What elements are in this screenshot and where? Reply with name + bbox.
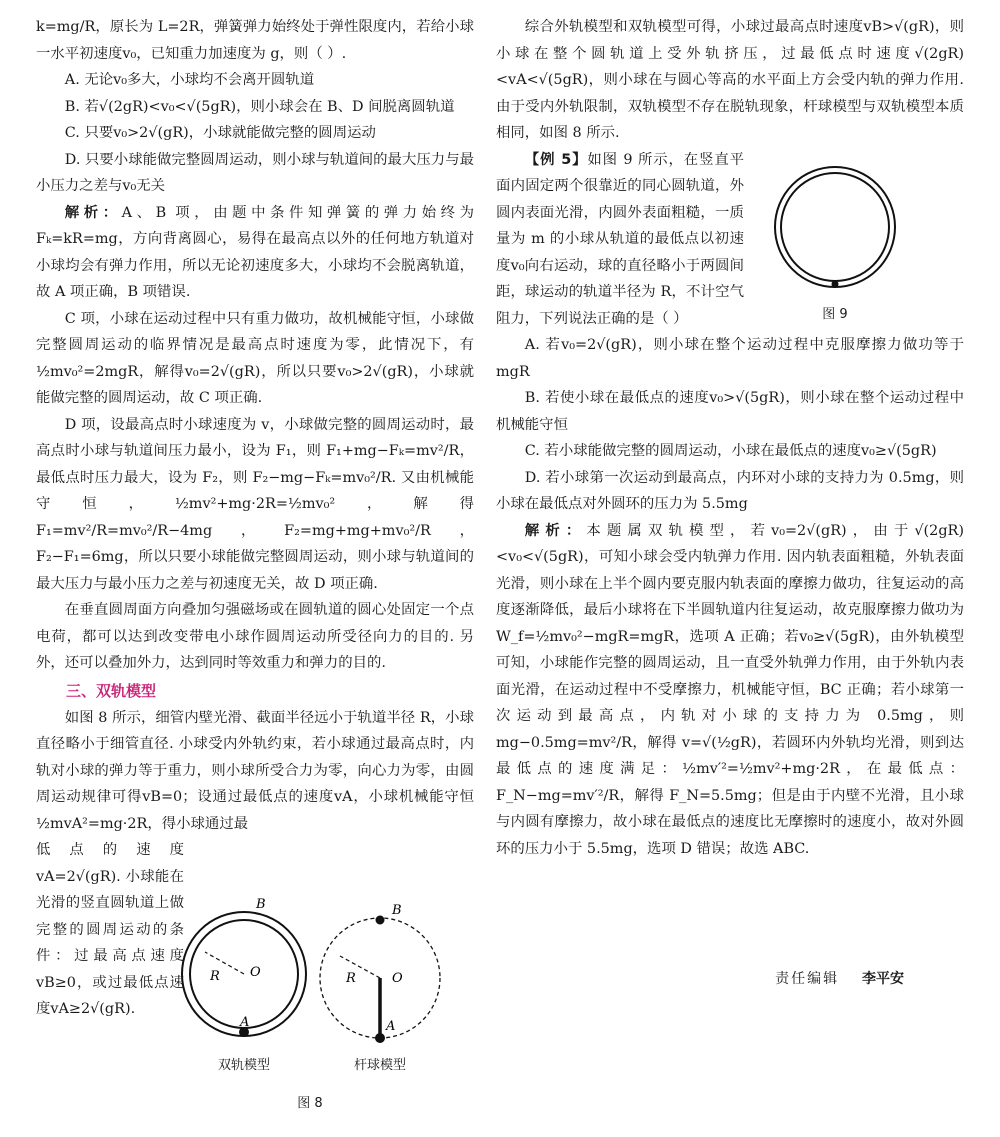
solution-part2: C 项，小球在运动过程中只有重力做功，故机械能守恒，小球做完整圆周运动的临界情况是最高点时速度为零，此情况下，有 ½mv₀²=2mgR，解得v₀=2√(gR)，所以只要v₀>2√(gR)，小球就能做完整的圆周运动，故 C 项正确. <box>36 310 474 406</box>
solution-part1 <box>36 200 474 306</box>
example-label: 【例 5】 <box>524 151 588 168</box>
editor-name: 李平安 <box>862 971 904 987</box>
label-b: B <box>256 897 266 912</box>
option-d: D. 只要小球能做完整圆周运动，则小球与轨道间的最大压力与最小压力之差与v₀无关 <box>36 151 474 194</box>
fig9-caption: 图 9 <box>822 307 848 322</box>
option-a: A. 无论v₀多大，小球均不会离开圆轨道 <box>64 72 315 88</box>
editor-label: 责任编辑 <box>775 971 840 987</box>
editor-credit <box>775 968 904 988</box>
example-text: 如图 9 所示，在竖直平面内固定两个很靠近的同心圆轨道，外圆内表面光滑，内圆外表面粗糙，一质量为 m 的小球从轨道的最低点以初速度v₀向右运动，球的直径略小于两圆间距，球运动的轨道半径为 R，不计空气阻力，下列说法正确的是（ ） <box>496 151 744 327</box>
outer-circle <box>775 167 895 287</box>
ex-option-b: B. 若使小球在最低点的速度v₀>√(5gR)，则小球在整个运动过程中机械能守恒 <box>496 390 964 433</box>
figure-8 <box>180 896 480 1126</box>
label-o2: O <box>392 971 403 986</box>
paragraph-summary: 综合外轨模型和双轨模型可得，小球过最高点时速度vB>√(gR)，则小球在整个圆轨道上受外轨挤压，过最低点时速度√(2gR)<vA<√(5gR)，则小球在与圆心等高的水平面上方会受内轨的弹力作用. 由于受内外轨限制，双轨模型不存在脱轨现象，杆球模型与双轨模型本质相同，如图 8 所示. <box>496 19 964 141</box>
ex-solution-text: 本题属双轨模型，若v₀=2√(gR)，由于√(2gR)<v₀<√(5gR)，可知小球会受内轨弹力作用. 因内轨表面粗糙，外轨表面光滑，则小球在上半个圆内要克服内轨表面的摩擦力做功，往复运动的高度逐渐降低，最后小球将在下半圆轨道内往复运动，故克服摩擦力做功为 W_f=½mv₀²−mgR=mgR，选项 A 正确；若v₀≥√(5gR)，由外轨模型可知，小球能作完整的圆周运动，且一直受外轨弹力作用，由于外轨内表面光滑，在运动过程中不受摩擦力，机械能守恒，BC 正确；若小球第一次运动到最高点，内轨对小球的支持力为 0.5mg，则 mg−0.5mg=mv²/R，解得 v=√(½gR)，若圆环内外轨均光滑，则到达最低点的速度满足：½mv′²=½mv²+mg·2R，在最低点：F_N−mg=mv′²/R，解得 F_N=5.5mg；但是由于内壁不光滑，且小球与内圆有摩擦力，故小球在最低点的速度比无摩擦时的速度小，故对外圆环的压力小于 5.5mg，选项 D 错误；故选 ABC. <box>496 522 964 857</box>
fig8-right-caption: 杆球模型 <box>353 1058 406 1073</box>
right-column <box>496 14 964 862</box>
solution-part3: D 项，设最高点时小球速度为 v，小球做完整的圆周运动时，最高点时小球与轨道间压力最小，设为 F₁，则 F₁+mg−Fₖ=mv²/R，最低点时压力最大，设为 F₂，则 F₂−mg−Fₖ=mv₀²/R. 又由机械能守恒，½mv²+mg·2R=½mv₀²，解得 F₁=mv²/R=mv₀²/R−4mg，F₂=mg+mg+mv₀²/R，F₂−F₁=6mg，所以只要小球能做完整圆周运动，则小球与轨道间的最大压力与最小压力之差与初速度无关，故 D 项正确. <box>36 416 474 592</box>
label-r: R <box>210 969 220 984</box>
fig8-caption: 图 8 <box>297 1096 323 1111</box>
solution-label: 解析： <box>64 203 122 221</box>
paragraph-dual-track: 如图 8 所示，细管内壁光滑、截面半径远小于轨道半径 R，小球直径略小于细管直径. 小球受内外轨约束，若小球通过最高点时，内轨对小球的弹力等于重力，则小球所受合力为零，向心力为零，由圆周运动规律可得vB=0；设通过最低点的速度vA，小球机械能守恒 ½mvA²=mg·2R，得小球通过最 <box>36 709 474 832</box>
example-5 <box>496 147 744 333</box>
label-a2: A <box>386 1019 396 1034</box>
ex-solution <box>496 518 964 863</box>
figure-9 <box>760 165 910 325</box>
inner-circle <box>781 173 889 281</box>
label-r2: R <box>346 971 356 986</box>
section-heading-dual-track: 三、双轨模型 <box>66 681 157 700</box>
solution-text-1: A、B 项，由题中条件知弹簧的弹力始终为 Fₖ=kR=mg，方向背离圆心，易得在最高点以外的任何地方轨道对小球均会有弹力作用，所以无论初速度多大，小球均不会脱离轨道，故 A 项正确，B 项错误. <box>36 204 474 300</box>
ball <box>832 281 839 288</box>
ex-option-d: D. 若小球第一次运动到最高点，内环对小球的支持力为 0.5mg，则小球在最低点对外圆环的压力为 5.5mg <box>496 469 964 512</box>
paragraph-dual-track-cont: 低点的速度vA=2√(gR). 小球能在光滑的竖直圆轨道上做完整的圆周运动的条件：过最高点速度vB≥0，或过最低点速度vA≥2√(gR). <box>36 842 184 1017</box>
fig8-left-caption: 双轨模型 <box>217 1058 270 1073</box>
ex-option-c: C. 若小球能做完整的圆周运动，小球在最低点的速度v₀≥√(5gR) <box>524 443 937 459</box>
label-a: A <box>240 1015 250 1030</box>
figure-9-drawing <box>760 165 910 295</box>
option-c: C. 只要v₀>2√(gR)，小球就能做完整的圆周运动 <box>64 125 376 141</box>
label-b2: B <box>392 903 402 918</box>
ball-b <box>376 916 385 925</box>
paragraph-field-methods: 在垂直圆周面方向叠加匀强磁场或在圆轨道的圆心处固定一个点电荷，都可以达到改变带电小球作圆周运动所受径向力的目的. 另外，还可以叠加外力，达到同时等效重力和弹力的目的. <box>36 602 474 671</box>
problem-stem: k=mg/R，原长为 L=2R，弹簧弹力始终处于弹性限度内，若给小球一水平初速度v₀，已知重力加速度为 g，则（ ）. <box>36 19 474 62</box>
option-b: B. 若√(2gR)<v₀<√(5gR)，则小球会在 B、D 间脱离圆轨道 <box>64 98 455 115</box>
ex-option-a: A. 若v₀=2√(gR)，则小球在整个运动过程中克服摩擦力做功等于 mgR <box>496 337 964 380</box>
ex-solution-label: 解析： <box>524 521 587 539</box>
label-o: O <box>250 965 261 980</box>
ball-a2 <box>375 1033 385 1043</box>
left-column <box>36 14 474 1023</box>
